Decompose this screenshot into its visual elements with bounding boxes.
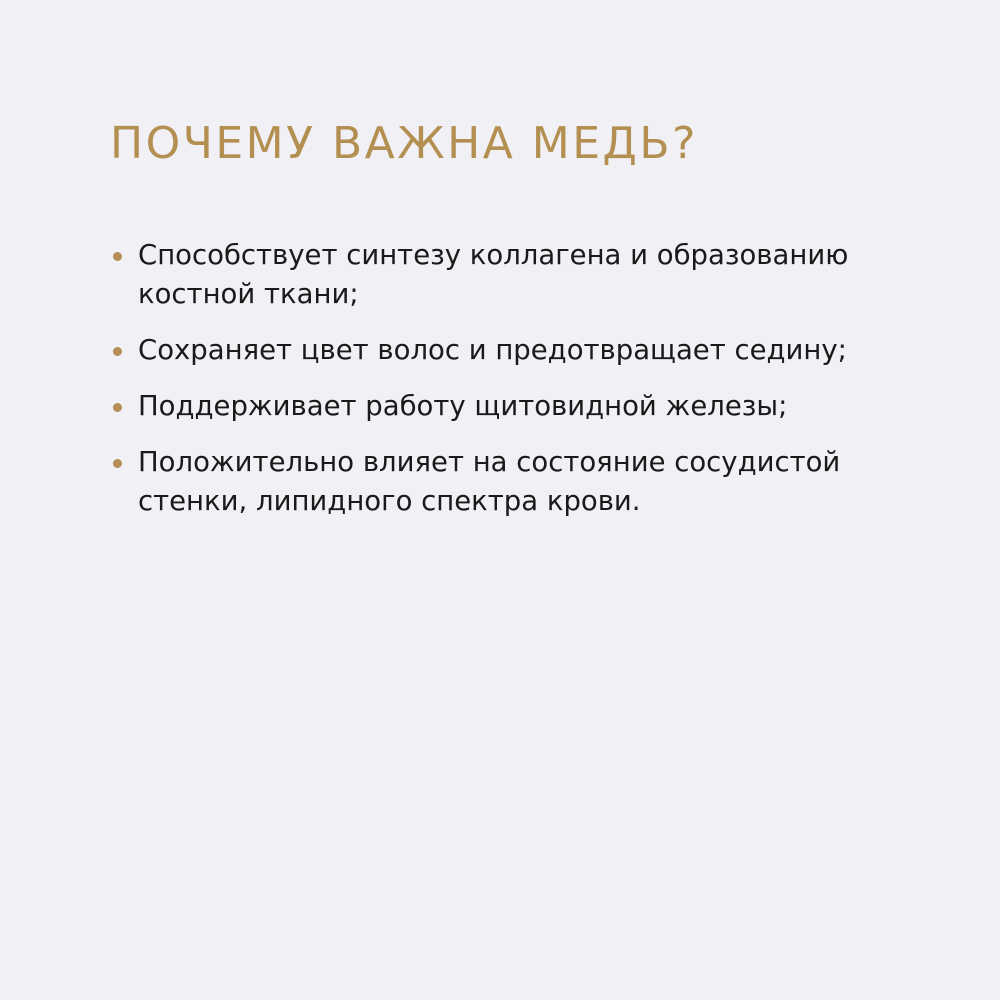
list-item-text: Поддерживает работу щитовидной железы; <box>138 390 788 422</box>
bullet-dot-icon <box>113 347 122 356</box>
list-item-text: Сохраняет цвет волос и предотвращает седину; <box>138 334 847 366</box>
list-item-text: Положительно влияет на состояние сосудистой стенки, липидного спектра крови. <box>138 446 841 517</box>
list-item <box>110 443 870 521</box>
list-item <box>110 331 870 370</box>
list-item-text: Способствует синтезу коллагена и образованию костной ткани; <box>138 239 849 310</box>
bullet-dot-icon <box>113 403 122 412</box>
bullet-dot-icon <box>113 459 122 468</box>
benefits-list <box>110 236 870 538</box>
list-item <box>110 236 870 314</box>
list-item <box>110 387 870 426</box>
page-title: ПОЧЕМУ ВАЖНА МЕДЬ? <box>110 118 698 169</box>
bullet-dot-icon <box>113 252 122 261</box>
